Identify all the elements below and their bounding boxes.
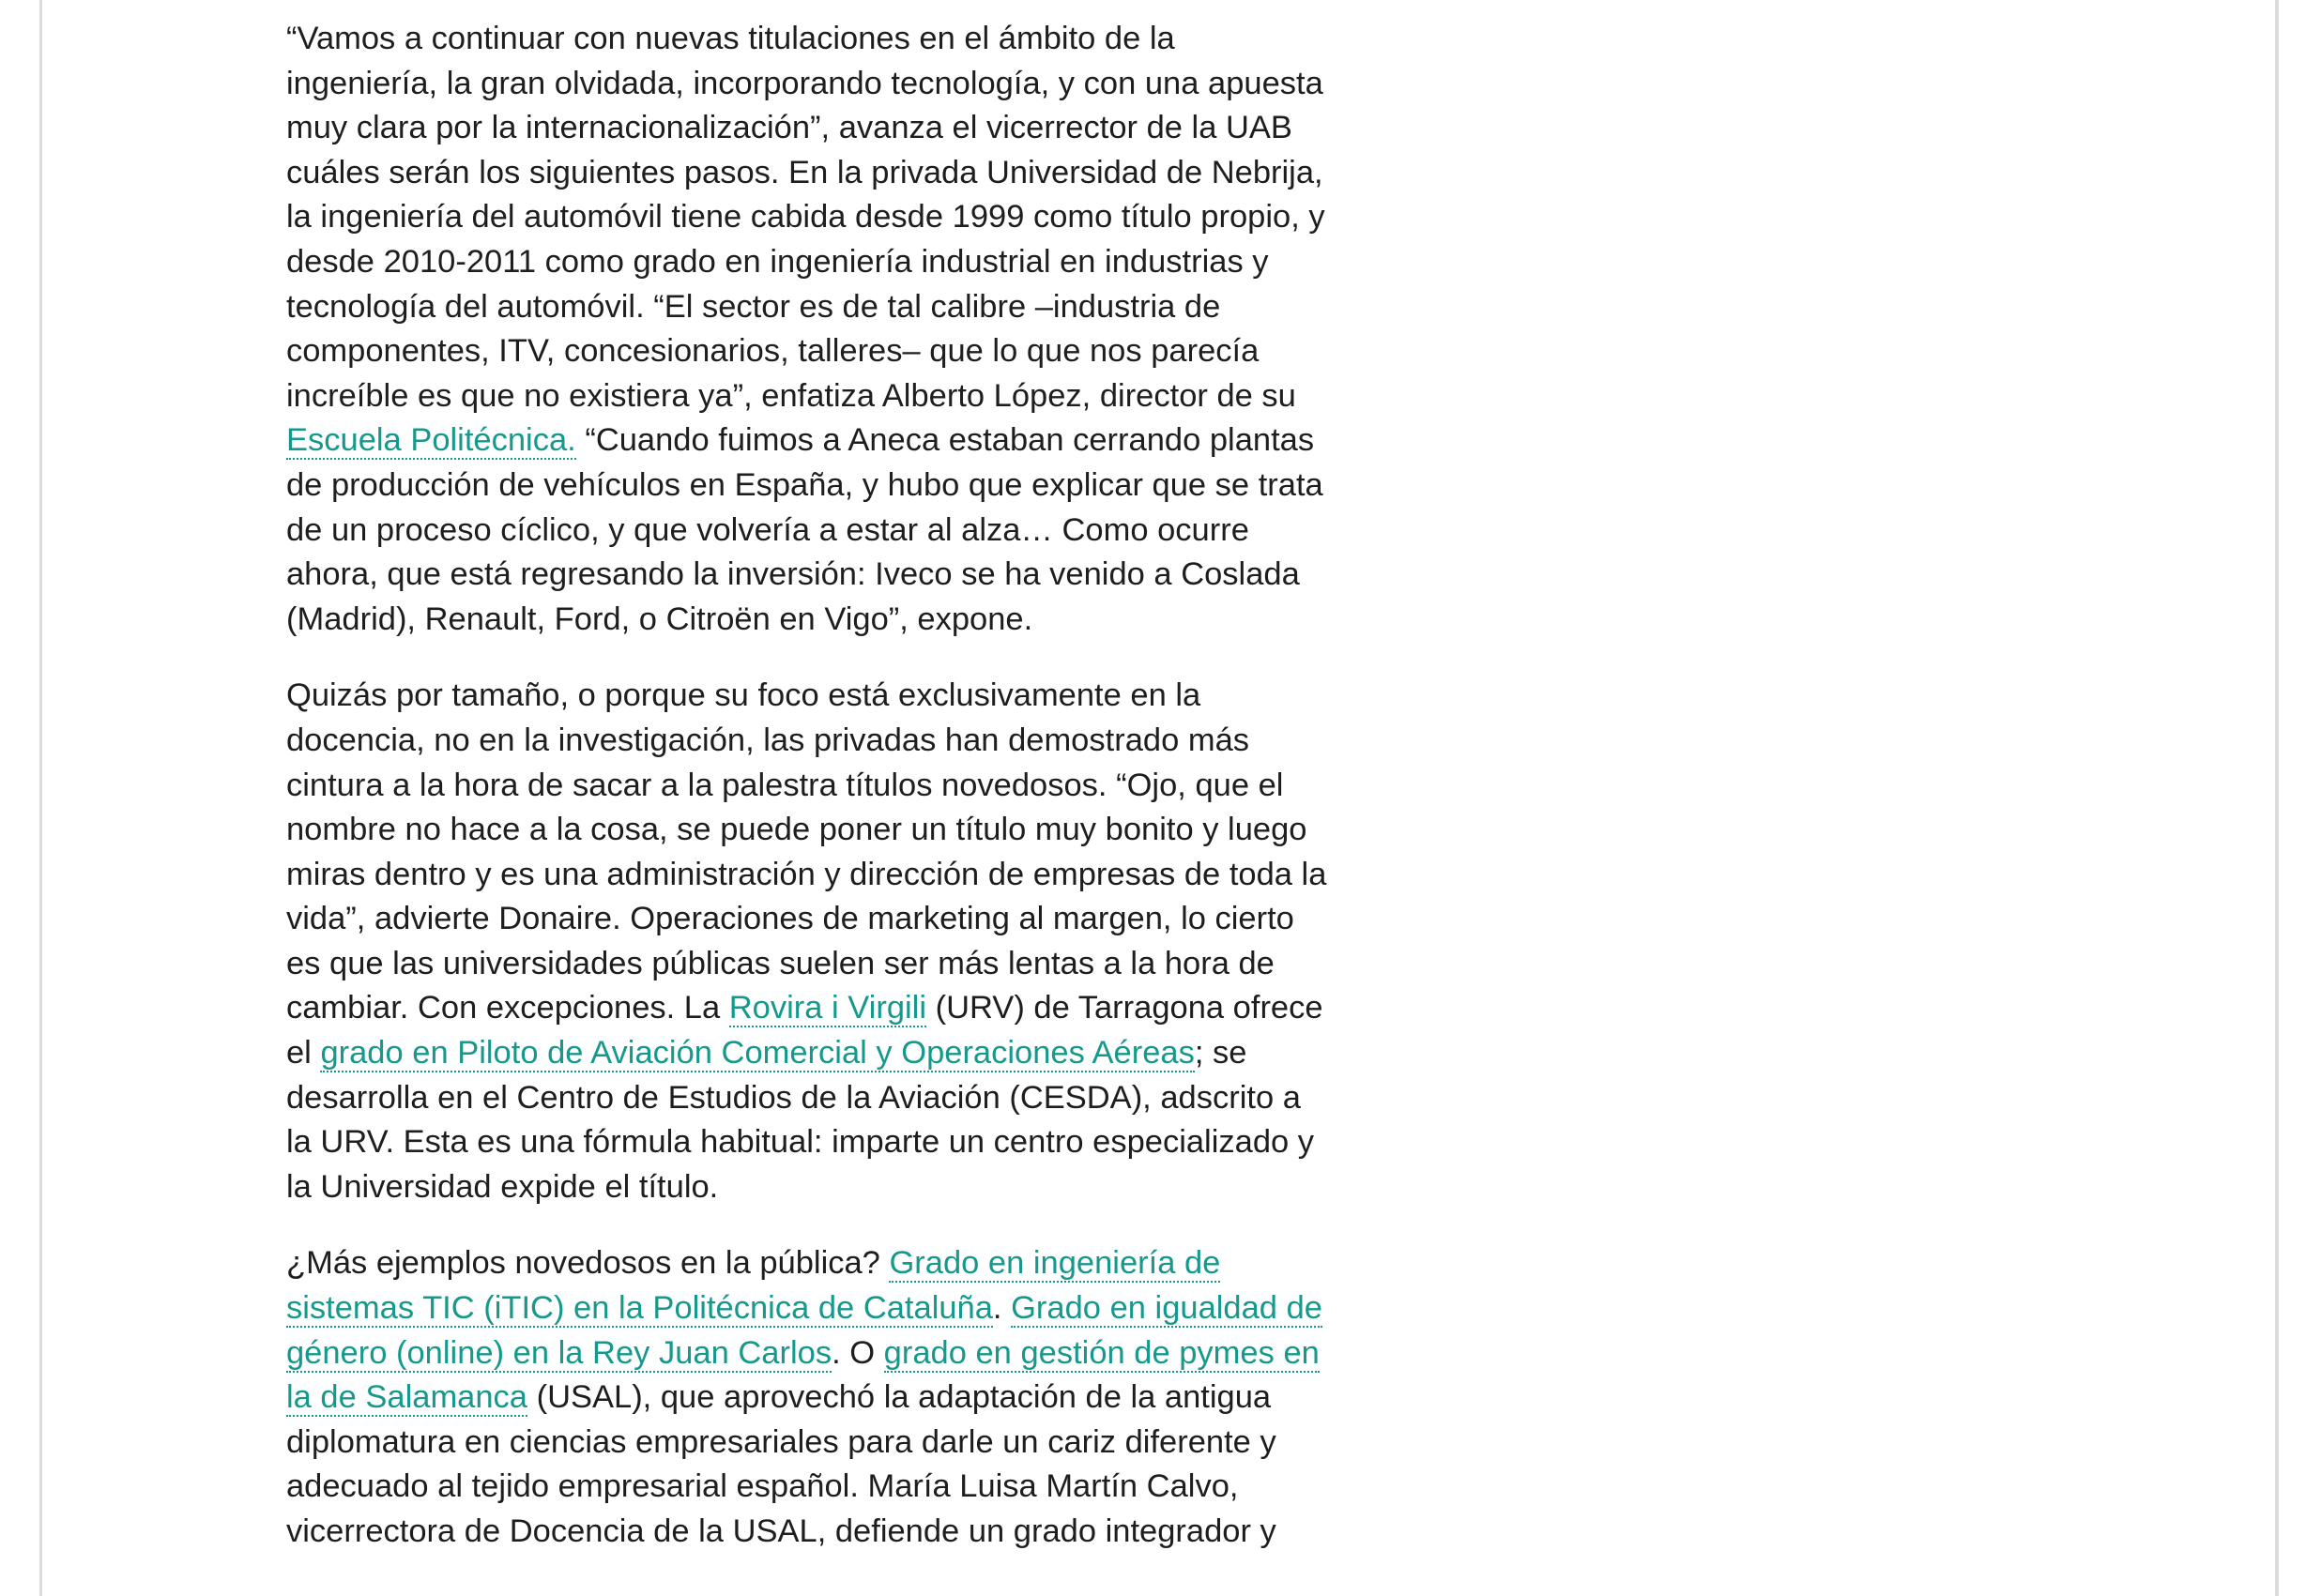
link-escuela-politecnica[interactable]: Escuela Politécnica. — [286, 422, 576, 459]
text-segment: “Cuando fuimos a Aneca estaban cerrando plantas — [575, 422, 1315, 459]
link-grado-gestion-pymes-part2[interactable]: la de Salamanca — [286, 1379, 527, 1416]
left-frame-border — [39, 0, 42, 1596]
link-grado-igualdad-genero-part1[interactable]: Grado en igualdad de — [1011, 1290, 1322, 1327]
text-line: Quizás por tamaño, o porque su foco está exclusivamente en la — [286, 677, 1201, 714]
text-line — [286, 1331, 1328, 1376]
text-segment: ¿Más ejemplos novedosos en la pública? — [286, 1245, 890, 1282]
text-line: desarrolla en el Centro de Estudios de la Aviación (CESDA), adscrito a — [286, 1079, 1301, 1116]
paragraph-2 — [286, 674, 1328, 1209]
text-line: miras dentro y es una administración y dirección de empresas de toda la — [286, 856, 1327, 892]
text-line — [286, 1241, 1328, 1286]
text-line: desde 2010-2011 como grado en ingeniería industrial en industrias y — [286, 243, 1269, 280]
article-body — [286, 17, 1328, 1587]
text-line: cuáles serán los siguientes pasos. En la privada Universidad de Nebrija, — [286, 154, 1323, 190]
text-line — [286, 418, 1328, 464]
link-rovira-i-virgili[interactable]: Rovira i Virgili — [728, 990, 927, 1026]
text-line: cintura a la hora de sacar a la palestra títulos novedosos. “Ojo, que el — [286, 767, 1284, 803]
text-line: la ingeniería del automóvil tiene cabida desde 1999 como título propio, y — [286, 199, 1325, 236]
text-segment: (URV) de Tarragona ofrece — [926, 990, 1323, 1026]
text-line: nombre no hace a la cosa, se puede poner un título muy bonito y luego — [286, 812, 1307, 848]
text-line — [286, 1031, 1328, 1076]
text-line — [286, 986, 1328, 1031]
link-grado-igualdad-genero-part2[interactable]: género (online) en la Rey Juan Carlos — [286, 1334, 832, 1371]
text-line: tecnología del automóvil. “El sector es de tal calibre –industria de — [286, 288, 1221, 325]
text-line — [286, 1286, 1328, 1331]
text-line: vicerrectora de Docencia de la USAL, defiende un grado integrador y — [286, 1513, 1276, 1549]
text-segment: . — [992, 1290, 1012, 1327]
text-line: docencia, no en la investigación, las privadas han demostrado más — [286, 722, 1250, 758]
text-line: de producción de vehículos en España, y hubo que explicar que se trata — [286, 466, 1323, 503]
text-line: vida”, advierte Donaire. Operaciones de marketing al margen, lo cierto — [286, 901, 1294, 937]
text-line: la URV. Esta es una fórmula habitual: imparte un centro especializado y — [286, 1124, 1315, 1161]
paragraph-3 — [286, 1241, 1328, 1554]
text-line: diplomatura en ciencias empresariales para darle un cariz diferente y — [286, 1423, 1276, 1460]
link-grado-ingenieria-itic-part2[interactable]: sistemas TIC (iTIC) en la Politécnica de Cataluña — [286, 1290, 993, 1327]
text-line: de un proceso cíclico, y que volvería a estar al alza… Como ocurre — [286, 511, 1249, 548]
link-grado-piloto-aviacion[interactable]: grado en Piloto de Aviación Comercial y Operaciones Aéreas — [320, 1035, 1195, 1072]
text-segment: el — [286, 1035, 321, 1072]
text-line: ingeniería, la gran olvidada, incorporando tecnología, y con una apuesta — [286, 65, 1323, 101]
text-line: adecuado al tejido empresarial español. María Luisa Martín Calvo, — [286, 1468, 1239, 1505]
text-line: (Madrid), Renault, Ford, o Citroën en Vigo”, expone. — [286, 600, 1033, 637]
link-grado-ingenieria-itic-part1[interactable]: Grado en ingeniería de — [889, 1245, 1221, 1282]
right-frame-border — [2275, 0, 2279, 1596]
text-line: es que las universidades públicas suelen ser más lentas a la hora de — [286, 945, 1275, 981]
text-line — [286, 1376, 1328, 1421]
text-segment: cambiar. Con excepciones. La — [286, 990, 729, 1026]
text-line: ahora, que está regresando la inversión: Iveco se ha venido a Coslada — [286, 556, 1300, 593]
text-line: muy clara por la internacionalización”, avanza el vicerrector de la UAB — [286, 110, 1292, 146]
text-line: la Universidad expide el título. — [286, 1168, 719, 1205]
text-line: increíble es que no existiera ya”, enfatiza Alberto López, director de su — [286, 377, 1296, 414]
text-line: componentes, ITV, concesionarios, talleres– que lo que nos parecía — [286, 333, 1260, 370]
text-segment: (USAL), que aprovechó la adaptación de la antigua — [527, 1379, 1272, 1416]
text-segment: . O — [832, 1334, 884, 1371]
paragraph-1 — [286, 17, 1328, 642]
link-grado-gestion-pymes-part1[interactable]: grado en gestión de pymes en — [883, 1334, 1320, 1371]
text-segment: ; se — [1194, 1035, 1247, 1072]
text-line: “Vamos a continuar con nuevas titulaciones en el ámbito de la — [286, 21, 1175, 56]
